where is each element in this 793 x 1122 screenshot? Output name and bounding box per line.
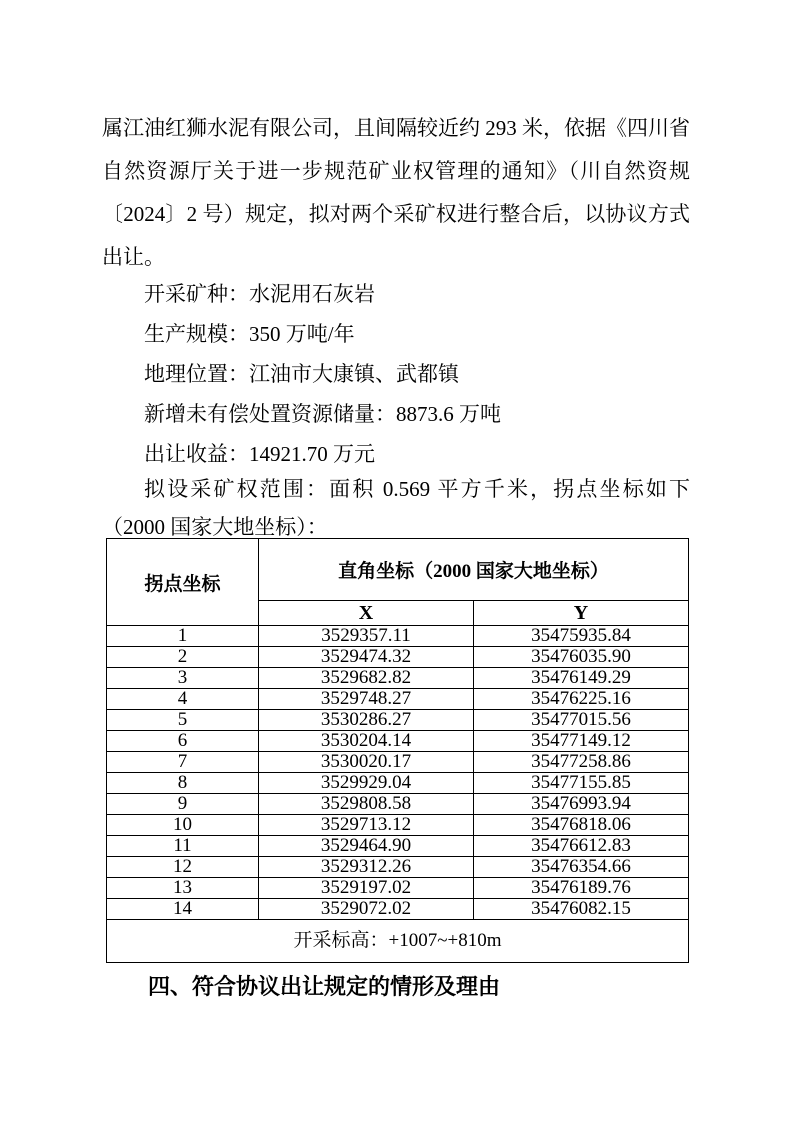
detail-line-mineral: 开采矿种：水泥用石灰岩 (144, 282, 375, 306)
table-row (107, 836, 689, 857)
elevation-note-cell: 开采标高：+1007~+810m (107, 920, 689, 963)
table-row (107, 689, 689, 710)
point-number-cell: 7 (107, 752, 259, 773)
table-row (107, 752, 689, 773)
paragraph-continuation: 属江油红狮水泥有限公司，且间隔较近约 293 米，依据《四川省自然资源厅关于进一步规范矿业权管理的通知》（川自然资规〔2024〕2 号）规定，拟对两个采矿权进行整合后，以协议方式出让。 (102, 116, 690, 269)
point-number-cell: 1 (107, 626, 259, 647)
point-number-cell: 8 (107, 773, 259, 794)
point-number-cell: 4 (107, 689, 259, 710)
coord-y-cell: 35476189.76 (474, 878, 689, 899)
scope-paragraph: 拟设采矿权范围：面积 0.569 平方千米，拐点坐标如下（2000 国家大地坐标）： (102, 477, 690, 539)
column-header-y: Y (474, 601, 689, 626)
coord-x-cell: 3530020.17 (259, 752, 474, 773)
coordinate-table (106, 538, 689, 963)
coord-x-cell: 3529312.26 (259, 857, 474, 878)
coord-y-cell: 35476082.15 (474, 899, 689, 920)
table-row (107, 710, 689, 731)
coord-y-cell: 35476818.06 (474, 815, 689, 836)
coord-x-cell: 3529748.27 (259, 689, 474, 710)
detail-line-transfer-income: 出让收益：14921.70 万元 (144, 442, 375, 466)
coord-y-cell: 35476035.90 (474, 647, 689, 668)
point-number-cell: 12 (107, 857, 259, 878)
detail-line-production-scale: 生产规模：350 万吨/年 (144, 322, 355, 346)
coord-y-cell: 35476612.83 (474, 836, 689, 857)
column-header-x: X (259, 601, 474, 626)
coord-y-cell: 35477015.56 (474, 710, 689, 731)
table-row (107, 647, 689, 668)
coord-x-cell: 3530286.27 (259, 710, 474, 731)
coord-y-cell: 35477149.12 (474, 731, 689, 752)
point-number-cell: 10 (107, 815, 259, 836)
point-number-cell: 2 (107, 647, 259, 668)
point-number-cell: 6 (107, 731, 259, 752)
coord-x-cell: 3529197.02 (259, 878, 474, 899)
coord-y-cell: 35476225.16 (474, 689, 689, 710)
coord-x-cell: 3529357.11 (259, 626, 474, 647)
coord-x-cell: 3529474.32 (259, 647, 474, 668)
detail-line-location: 地理位置：江油市大康镇、武都镇 (144, 362, 459, 386)
point-number-cell: 11 (107, 836, 259, 857)
point-number-cell: 9 (107, 794, 259, 815)
coord-y-cell: 35477155.85 (474, 773, 689, 794)
coord-x-cell: 3529682.82 (259, 668, 474, 689)
coord-y-cell: 35475935.84 (474, 626, 689, 647)
coord-x-cell: 3529929.04 (259, 773, 474, 794)
table-row (107, 899, 689, 920)
table-row (107, 773, 689, 794)
table-row (107, 794, 689, 815)
coord-x-cell: 3530204.14 (259, 731, 474, 752)
table-row (107, 815, 689, 836)
table-row (107, 878, 689, 899)
group-header-cell: 直角坐标（2000 国家大地坐标） (259, 539, 689, 601)
detail-lines-block (102, 274, 690, 474)
coord-x-cell: 3529072.02 (259, 899, 474, 920)
coord-y-cell: 35476149.29 (474, 668, 689, 689)
table-row (107, 857, 689, 878)
corner-header-cell: 拐点坐标 (107, 539, 259, 626)
table-group-header-row (107, 539, 689, 601)
coord-x-cell: 3529464.90 (259, 836, 474, 857)
coord-x-cell: 3529808.58 (259, 794, 474, 815)
point-number-cell: 3 (107, 668, 259, 689)
coord-x-cell: 3529713.12 (259, 815, 474, 836)
coord-y-cell: 35476993.94 (474, 794, 689, 815)
section-heading: 四、符合协议出让规定的情形及理由 (148, 974, 501, 999)
point-number-cell: 13 (107, 878, 259, 899)
coord-y-cell: 35477258.86 (474, 752, 689, 773)
table-footer-row (107, 920, 689, 963)
coord-y-cell: 35476354.66 (474, 857, 689, 878)
detail-line-resource-reserves: 新增未有偿处置资源储量：8873.6 万吨 (144, 402, 501, 426)
point-number-cell: 14 (107, 899, 259, 920)
point-number-cell: 5 (107, 710, 259, 731)
table-row (107, 626, 689, 647)
table-row (107, 668, 689, 689)
table-row (107, 731, 689, 752)
